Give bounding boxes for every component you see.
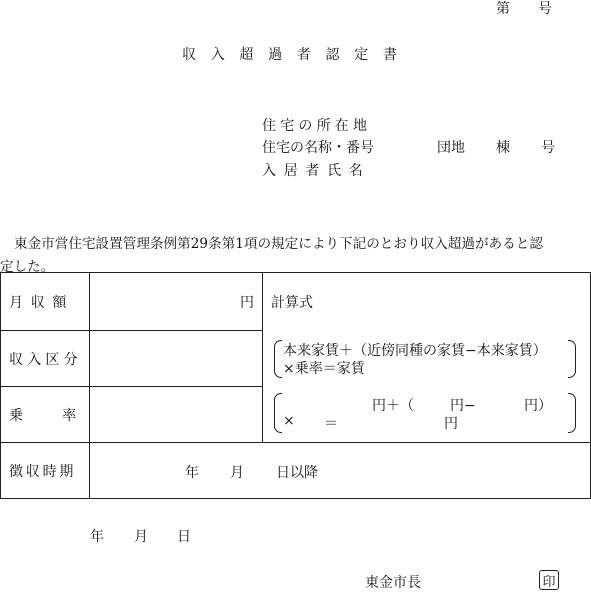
calc-result-yen: 円 [444, 416, 458, 432]
formula-line2: ×乗率＝家賃 [283, 361, 365, 377]
formula-title: 計算式 [271, 295, 313, 311]
collection-period-label-cell [1, 443, 90, 499]
formula-line1: 本来家賃＋（近傍同種の家賃−本来家賃） [283, 343, 547, 359]
multiplier-label-cell [1, 387, 90, 443]
monthly-income-yen-unit: 円 [240, 294, 254, 311]
period-year: 年 [185, 465, 199, 481]
certification-text-line1: 東金市営住宅設置管理条例第29条第1項の規定により下記のとおり収入超過があると認 [14, 236, 543, 252]
collection-period-value-cell [90, 443, 591, 499]
monthly-income-label: 月収額 [9, 294, 75, 311]
housing-name-label: 住宅の名称・番号 [262, 140, 374, 156]
multiplier-value-cell [90, 387, 263, 443]
issue-date-year: 年 [90, 529, 104, 545]
calc-equals: ＝ [324, 416, 338, 432]
income-category-label: 収入区分 [9, 351, 82, 368]
calc-bracket-right [568, 393, 576, 433]
period-month: 月 [230, 465, 244, 481]
seal-mark: 印 [539, 570, 559, 590]
mayor-title: 東金市長 [365, 575, 421, 591]
document-title: 収入超過者認定書 [182, 47, 412, 63]
income-category-label-cell [1, 331, 90, 387]
unit-number-label: 号 [541, 140, 555, 156]
calc-times: × [283, 413, 295, 429]
income-category-value-cell [90, 331, 263, 387]
issue-date-day: 日 [177, 529, 191, 545]
collection-period-label: 徴収時期 [9, 463, 77, 480]
location-label: 住宅の所在地 [262, 118, 372, 134]
formula-bracket-left [274, 340, 282, 378]
danchi-label: 団地 [437, 140, 465, 156]
calc-yen-plus: 円＋（ [372, 398, 414, 414]
resident-name-label: 入居者氏名 [262, 163, 371, 179]
formula-bracket-right [568, 340, 576, 378]
calc-bracket [274, 393, 576, 433]
income-table [0, 272, 591, 499]
calc-yen-minus: 円− [450, 398, 476, 414]
formula-bracket [274, 340, 576, 378]
calc-bracket-left [274, 393, 282, 433]
formula-cell [263, 273, 591, 443]
building-label: 棟 [496, 140, 510, 156]
issue-date-month: 月 [134, 529, 148, 545]
certification-text-line2: 定した。 [0, 259, 55, 275]
calc-yen-close: 円） [524, 398, 552, 414]
monthly-income-label-cell [1, 273, 90, 331]
number-dai-label: 第 [496, 1, 510, 17]
monthly-income-value-cell [90, 273, 263, 331]
number-go-label: 号 [538, 1, 552, 17]
period-day-after: 日以降 [276, 465, 318, 481]
multiplier-label: 乗 率 [9, 407, 89, 424]
